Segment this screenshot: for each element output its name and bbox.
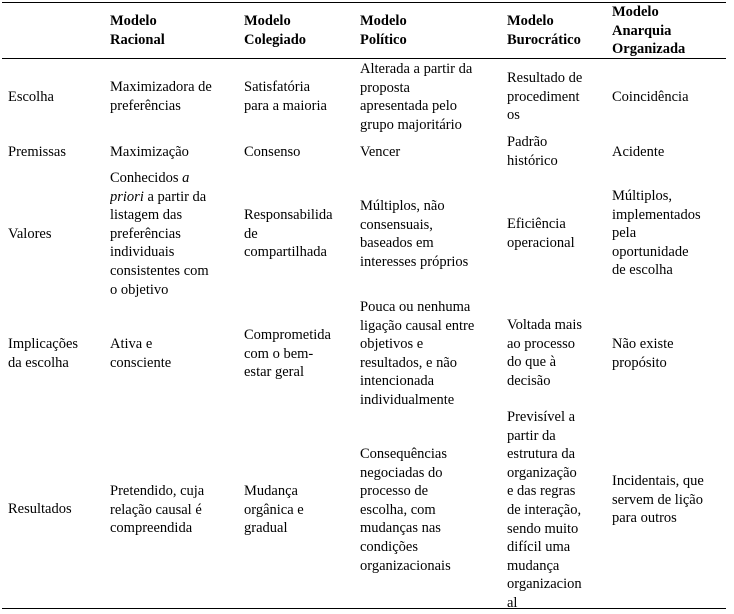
cell-valores-anarquia: Múltiplos, implementados pela oportunidade de escolha: [612, 188, 701, 279]
cell-resultados-anarquia: Incidentais, que servem de lição para outros: [612, 473, 704, 527]
cell-escolha-burocratico: Resultado de procediment os: [507, 70, 583, 124]
cell-valores-politico: Múltiplos, não consensuais, baseados em interesses próprios: [360, 198, 469, 270]
cell-valores-racional: Conhecidos a priori a partir da listagem das preferências individuais consistentes com o objetivo: [110, 170, 209, 298]
cell-escolha-colegiado: Satisfatória para a maioria: [244, 79, 327, 114]
cell-implicacoes-colegiado: Comprometida com o bem- estar geral: [244, 327, 331, 381]
cell-premissas-burocratico: Padrão histórico: [507, 134, 558, 169]
header-modelo-racional: Modelo Racional: [110, 13, 165, 48]
row-label-valores: Valores: [8, 226, 52, 242]
row-label-resultados: Resultados: [8, 501, 72, 517]
cell-implicacoes-politico: Pouca ou nenhuma ligação causal entre objetivos e resultados, e não intencionada individualmente: [360, 299, 475, 408]
header-modelo-anarquia-organizada: Modelo Anarquia Organizada: [612, 4, 686, 58]
row-label-implicacoes-da-escolha: Implicações da escolha: [8, 336, 79, 371]
cell-implicacoes-racional: Ativa e consciente: [110, 336, 172, 371]
cell-escolha-politico: Alterada a partir da proposta apresentada pelo grupo majoritário: [360, 61, 473, 133]
header-modelo-politico: Modelo Político: [360, 13, 407, 48]
cell-valores-colegiado: Responsabilida de compartilhada: [244, 207, 333, 261]
cell-escolha-racional: Maximizadora de preferências: [110, 79, 212, 114]
cell-resultados-colegiado: Mudança orgânica e gradual: [244, 483, 304, 537]
cell-resultados-racional: Pretendido, cuja relação causal é compreendida: [110, 483, 205, 537]
row-label-escolha: Escolha: [8, 89, 54, 105]
header-modelo-colegiado: Modelo Colegiado: [244, 13, 307, 48]
cell-valores-burocratico: Eficiência operacional: [507, 216, 575, 251]
cell-resultados-politico: Consequências negociadas do processo de escolha, com mudanças nas condições organizacionais: [360, 446, 451, 574]
cell-implicacoes-anarquia: Não existe propósito: [612, 336, 674, 371]
cell-implicacoes-burocratico: Voltada mais ao processo do que à decisão: [507, 317, 583, 389]
table-bottom-rule: [2, 608, 726, 609]
row-label-premissas: Premissas: [8, 144, 66, 160]
header-modelo-burocratico: Modelo Burocrático: [507, 13, 581, 48]
cell-resultados-burocratico: Previsível a partir da estrutura da organização e das regras de interação, sendo muito difícil uma mudança organizacion al: [507, 409, 582, 611]
cell-premissas-racional: Maximização: [110, 144, 189, 160]
cell-premissas-politico: Vencer: [360, 144, 401, 160]
comparison-table: [2, 2, 726, 610]
cell-premissas-colegiado: Consenso: [244, 144, 301, 160]
cell-escolha-anarquia: Coincidência: [612, 89, 689, 105]
cell-premissas-anarquia: Acidente: [612, 144, 665, 160]
